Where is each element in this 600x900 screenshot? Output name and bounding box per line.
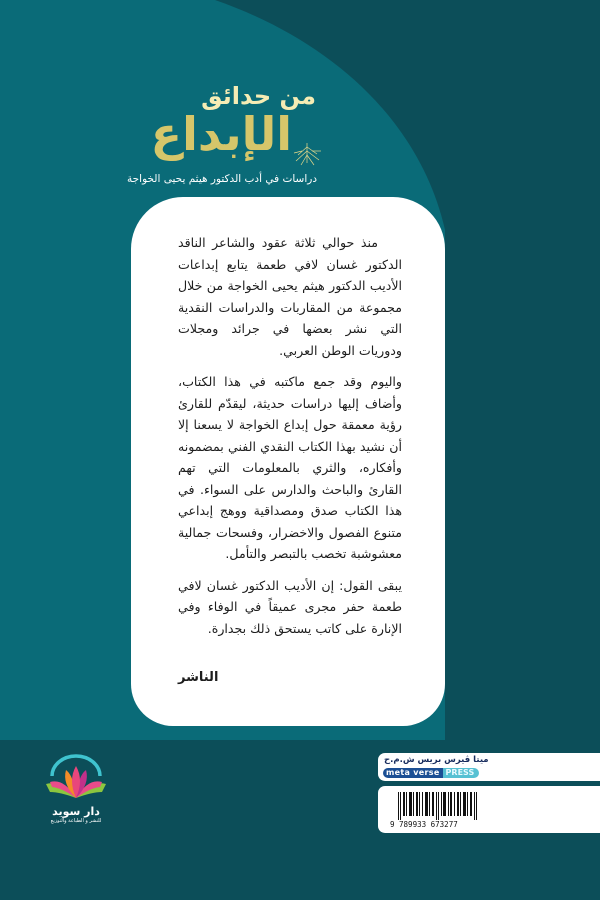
signature: الناشر (178, 670, 219, 685)
isbn-number: 9 789933 673277 (390, 820, 458, 829)
blurb-paragraph-3: يبقى القول: إن الأديب الدكتور غسان لافي طعمة حفر مجرى عميقاً في الوفاء وفي الإنارة على كاتب يستحق ذلك بجدارة. (178, 577, 402, 636)
blurb-text (178, 232, 402, 649)
barcode-icon (398, 792, 478, 820)
title-line-1: من حدائق (201, 82, 316, 110)
publisher-name: دار سويد (52, 805, 100, 818)
blurb-card (131, 197, 445, 726)
barcode-box (378, 786, 600, 833)
roots-icon (292, 143, 322, 167)
blurb-paragraph-2: واليوم وقد جمع ماكتبه في هذا الكتاب، وأضاف إليها دراسات حديثة، ليقدّم للقارئ رؤية معمقة حول إبداع الخواجة لا يسعنا إلا أن نشيد بهذا الكتاب النقدي الفني بمضمونه وأفكاره، والثري بالمعلومات التي تهم القارئ والباحث والدارس على السواء. في هذا الكتاب صدق ومصداقية ووهج إبداعي متنوع الفصول والاخضرار، وفسحات جمالية معشوشبة تخصب بالتبصر والتأمل. (178, 374, 402, 561)
imprint-name: ميتا ڤيرس بريس ش.م.ح (384, 755, 489, 765)
metaverse-press-logo (383, 768, 479, 778)
title-line-2: الإبداع (150, 107, 292, 161)
imprint-box (378, 753, 600, 781)
lotus-book-icon (42, 754, 110, 804)
publisher-tagline: للنشر و الطباعة والتوزيع (50, 818, 102, 824)
imprint-logo-part-2: PRESS (443, 768, 479, 778)
subtitle: دراسات في أدب الدكتور هيثم يحيى الخواجة (127, 173, 317, 185)
blurb-paragraph-1: منذ حوالي ثلاثة عقود والشاعر الناقد الدكتور غسان لافي طعمة يتابع إبداعات الأديب الدكتور هيثم يحيى الخواجة من خلال مجموعة من المقاربات والدراسات النقدية التي نشر بعضها في جرائد ومجلات ودوريات الوطن العربي. (178, 235, 402, 358)
imprint-logo-part-1: meta verse (383, 768, 443, 778)
publisher-logo (40, 754, 112, 834)
